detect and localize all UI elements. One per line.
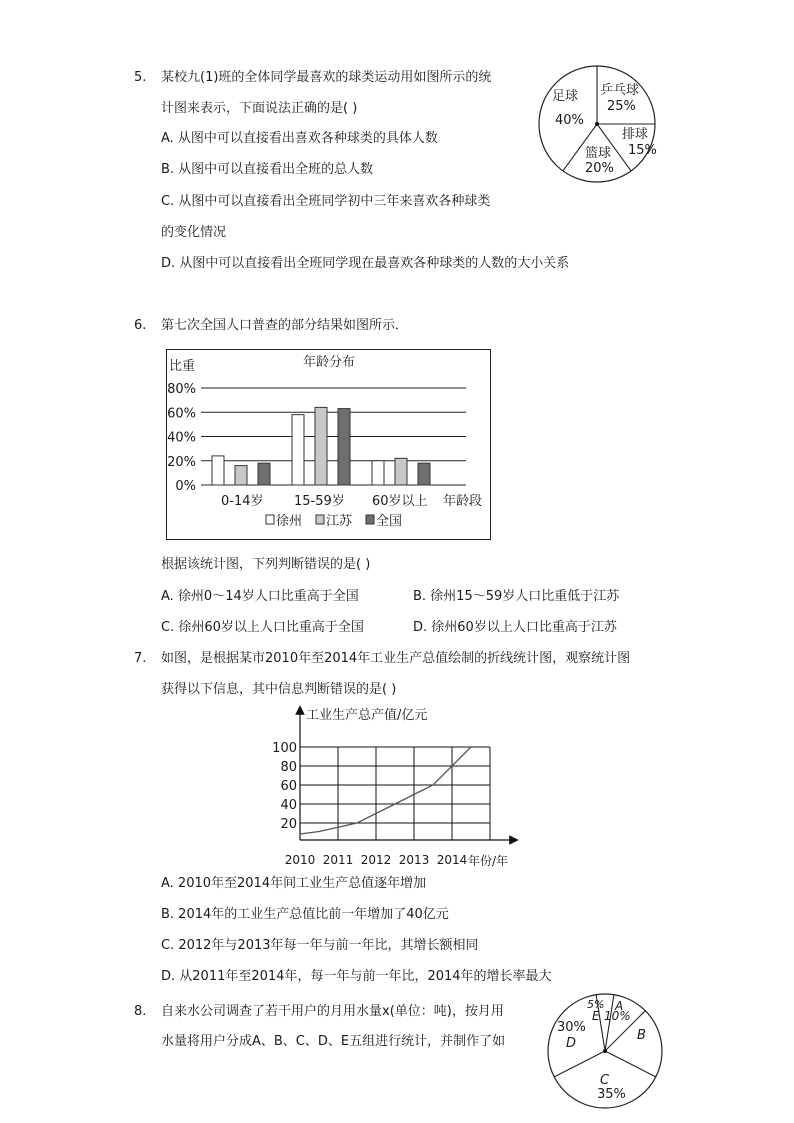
question-7-option-c[interactable]: C. 2012年与2013年每一年与前一年比，其增长额相同 <box>161 938 479 953</box>
question-8-stem-line2: 水量将用户分成A、B、C、D、E五组进行统计，并制作了如 <box>161 1034 506 1049</box>
line-ytick-label: 20 <box>280 817 297 832</box>
line-xtick-label: 2014 <box>436 853 468 867</box>
line-ytick-label: 60 <box>280 779 297 794</box>
pie-label-volleyball-pct: 15% <box>628 143 657 158</box>
question-6-option-b[interactable]: B. 徐州15～59岁人口比重低于江苏 <box>413 589 620 604</box>
legend-swatch-jiangsu <box>316 515 324 524</box>
pie8-label-c-pct: 35% <box>597 1087 626 1102</box>
line-xtick-label: 2010 <box>284 853 316 867</box>
question-7-stem-line1: 如图，是根据某市2010年至2014年工业生产总值绘制的折线统计图，观察统计图 <box>161 651 631 666</box>
industrial-output-line-chart <box>272 702 523 872</box>
water-usage-pie-chart <box>545 990 667 1114</box>
bar-xtick-label: 0-14岁 <box>221 494 264 509</box>
bar-ytick-label: 80% <box>167 382 196 397</box>
ball-sports-pie-chart <box>530 57 670 187</box>
bar-xtick-label: 15-59岁 <box>294 494 345 509</box>
question-6-number: 6. <box>134 318 147 333</box>
line-series <box>300 747 471 834</box>
question-6-stem: 第七次全国人口普查的部分结果如图所示． <box>161 318 409 333</box>
age-distribution-bar-chart <box>166 349 492 541</box>
pie-label-pingpong: 乒乓球 <box>600 83 640 98</box>
pie8-label-a-pct: 10% <box>604 1009 631 1023</box>
pie8-label-d: D <box>566 1036 577 1051</box>
pie8-label-b: B <box>637 1028 646 1043</box>
legend-label-jiangsu: 江苏 <box>326 514 353 529</box>
bar-chart-xlabel: 年龄段 <box>443 494 483 509</box>
pie8-label-d-pct: 30% <box>557 1020 586 1035</box>
bar-ytick-label: 0% <box>175 479 196 494</box>
bar-ytick-label: 40% <box>167 430 196 446</box>
question-5-option-d[interactable]: D. 从图中可以直接看出全班同学现在最喜欢各种球类的人数的大小关系 <box>161 256 570 271</box>
question-6-option-d[interactable]: D. 徐州60岁以上人口比重高于江苏 <box>413 620 617 635</box>
bar-徐州-60岁以上 <box>372 461 384 485</box>
line-ytick-label: 100 <box>272 741 297 756</box>
pie8-label-c: C <box>600 1073 610 1088</box>
question-7-option-b[interactable]: B. 2014年的工业生产总值比前一年增加了40亿元 <box>161 907 449 922</box>
legend-swatch-national <box>366 515 374 524</box>
line-chart-ylabel: 工业生产总产值/亿元 <box>306 708 428 723</box>
bar-全国-15-59岁 <box>338 409 350 485</box>
question-5-number: 5. <box>134 70 147 85</box>
question-5-option-a[interactable]: A. 从图中可以直接看出喜欢各种球类的具体人数 <box>161 131 438 146</box>
pie-label-pingpong-pct: 25% <box>607 99 636 114</box>
question-6-option-c[interactable]: C. 徐州60岁以上人口比重高于全国 <box>161 620 364 635</box>
question-7-stem-line2: 获得以下信息，其中信息判断错误的是( ) <box>161 682 397 697</box>
question-5-stem-line1: 某校九(1)班的全体同学最喜欢的球类运动用如图所示的统 <box>161 70 492 85</box>
question-5-stem-line2: 计图来表示，下面说法正确的是( ) <box>161 101 358 116</box>
question-7-option-d[interactable]: D. 从2011年至2014年，每一年与前一年比，2014年的增长率最大 <box>161 969 552 984</box>
line-xtick-label: 2013 <box>398 853 430 867</box>
pie5-center-dot <box>595 122 599 126</box>
bar-ytick-label: 20% <box>167 454 196 470</box>
question-7-option-a[interactable]: A. 2010年至2014年间工业生产总值逐年增加 <box>161 876 427 891</box>
pie-label-football: 足球 <box>552 89 579 104</box>
line-ytick-label: 80 <box>280 760 297 775</box>
bar-xtick-label: 60岁以上 <box>372 494 428 509</box>
question-5-option-c[interactable]: C. 从图中可以直接看出全班同学初中三年来喜欢各种球类 <box>161 194 491 209</box>
pie8-label-e: E <box>592 1009 600 1023</box>
question-6-option-a[interactable]: A. 徐州0～14岁人口比重高于全国 <box>161 589 359 604</box>
bar-chart-title: 年龄分布 <box>303 355 356 370</box>
bar-chart-ylabel: 比重 <box>169 359 196 374</box>
pie8-center-dot <box>603 1049 607 1053</box>
pie-label-volleyball: 排球 <box>622 127 649 142</box>
line-ytick-label: 40 <box>280 798 297 813</box>
bar-徐州-15-59岁 <box>292 415 304 485</box>
line-xtick-label: 2012 <box>360 853 392 867</box>
legend-label-national: 全国 <box>376 514 403 529</box>
pie8-label-a: A <box>615 999 624 1013</box>
question-7-number: 7. <box>134 651 147 666</box>
bar-ytick-label: 60% <box>167 406 196 422</box>
legend-swatch-xuzhou <box>266 515 274 524</box>
bar-江苏-60岁以上 <box>395 458 407 485</box>
pie-label-basketball-pct: 20% <box>585 161 614 176</box>
pie8-label-e-pct: 5% <box>587 998 605 1011</box>
line-chart-xlabel: 年份/年 <box>468 854 509 868</box>
question-8-stem-line1: 自来水公司调查了若干用户的月用水量x(单位：吨)，按月用 <box>161 1004 504 1019</box>
question-5-option-b[interactable]: B. 从图中可以直接看出全班的总人数 <box>161 162 374 177</box>
bar-全国-0-14岁 <box>258 463 270 485</box>
legend-label-xuzhou: 徐州 <box>276 514 303 529</box>
bar-江苏-0-14岁 <box>235 466 247 485</box>
question-6-prompt: 根据该统计图，下列判断错误的是( ) <box>161 557 371 572</box>
line-xtick-label: 2011 <box>322 853 354 867</box>
bar-全国-60岁以上 <box>418 463 430 485</box>
question-8-number: 8. <box>134 1004 147 1019</box>
question-5-option-c-cont: 的变化情况 <box>161 225 227 240</box>
bar-徐州-0-14岁 <box>212 456 224 485</box>
pie-label-football-pct: 40% <box>555 113 584 128</box>
pie-label-basketball: 篮球 <box>585 146 612 161</box>
bar-江苏-15-59岁 <box>315 407 327 485</box>
